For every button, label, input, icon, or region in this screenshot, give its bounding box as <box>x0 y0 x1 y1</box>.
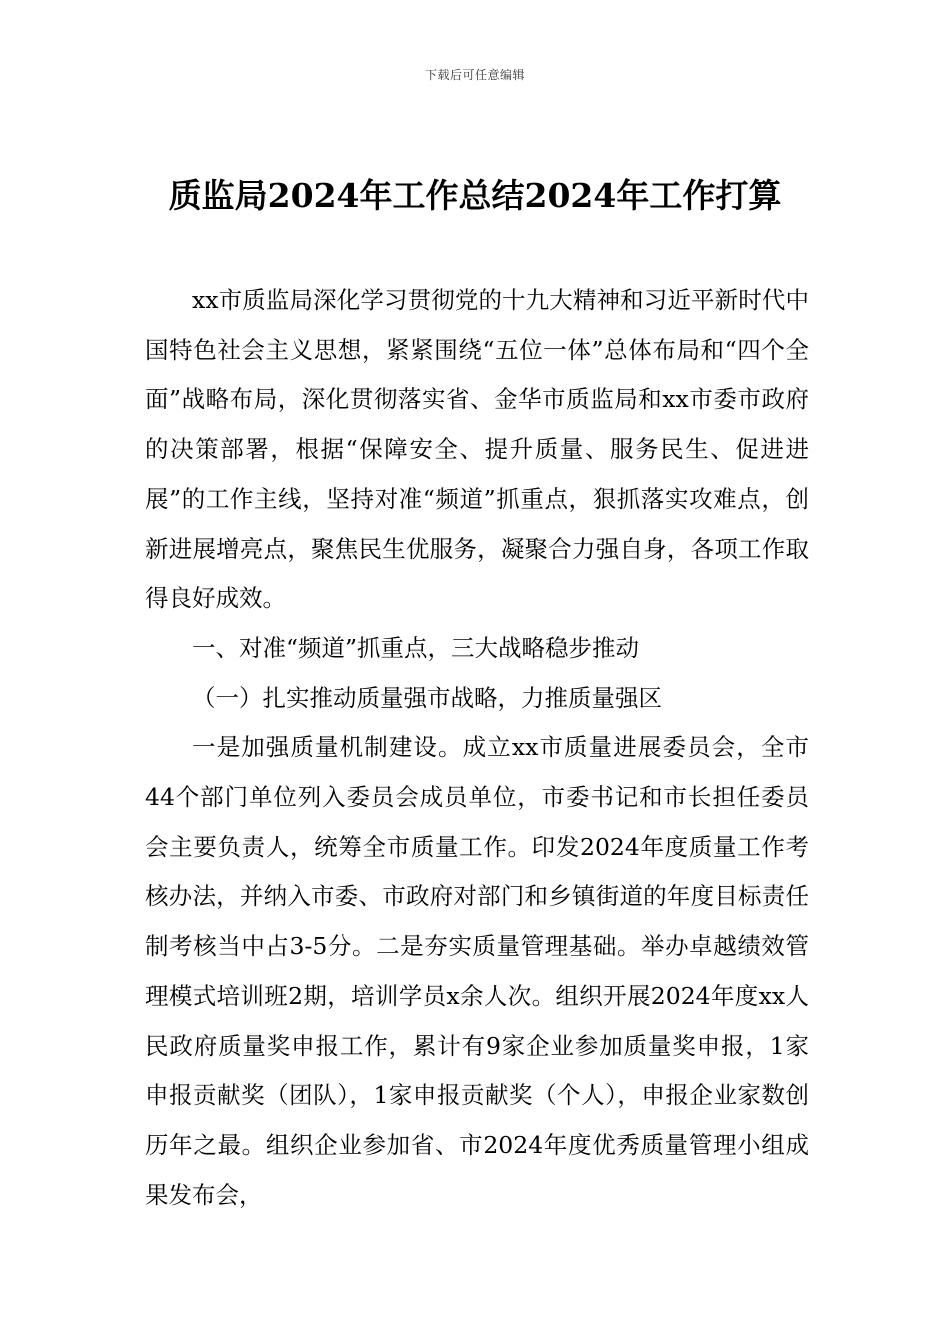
heading-subsection-1: （一）扎实推动质量强市战略，力推质量强区 <box>192 683 662 712</box>
paragraph-intro: xx市质监局深化学习贯彻党的十九大精神和习近平新时代中国特色社会主义思想，紧紧围绕“五位一体”总体布局和“四个全面”战略布局，深化贯彻落实省、金华市质监局和xx市委市政府的决策部署，根据“保障安全、提升质量、服务民生、促进进展”的工作主线，坚持对准“频道”抓重点，狠抓落实攻难点，创新进展增亮点，聚焦民生优服务，凝聚合力强自身，各项工作取得良好成效。 <box>145 286 809 613</box>
document-title: 质监局2024年工作总结2024年工作打算 <box>168 176 782 215</box>
paragraph-quality-mechanism: 一是加强质量机制建设。成立xx市质量进展委员会，全市44个部门单位列入委员会成员单位，市委书记和市长担任委员会主要负责人，统筹全市质量工作。印发2024年度质量工作考核办法，并纳入市委、市政府对部门和乡镇街道的年度目标责任制考核当中占3-5分。二是夯实质量管理基础。举办卓越绩效管理模式培训班2期，培训学员x余人次。组织开展2024年度xx人民政府质量奖申报工作，累计有9家企业参加质量奖申报，1家申报贡献奖（团队），1家申报贡献奖（个人），申报企业家数创历年之最。组织企业参加省、市2024年度优秀质量管理小组成果发布会， <box>145 733 809 1209</box>
heading-section-1: 一、对准“频道”抓重点，三大战略稳步推动 <box>192 633 640 662</box>
header-note: 下载后可任意编辑 <box>424 68 525 82</box>
document-body <box>145 276 809 1220</box>
